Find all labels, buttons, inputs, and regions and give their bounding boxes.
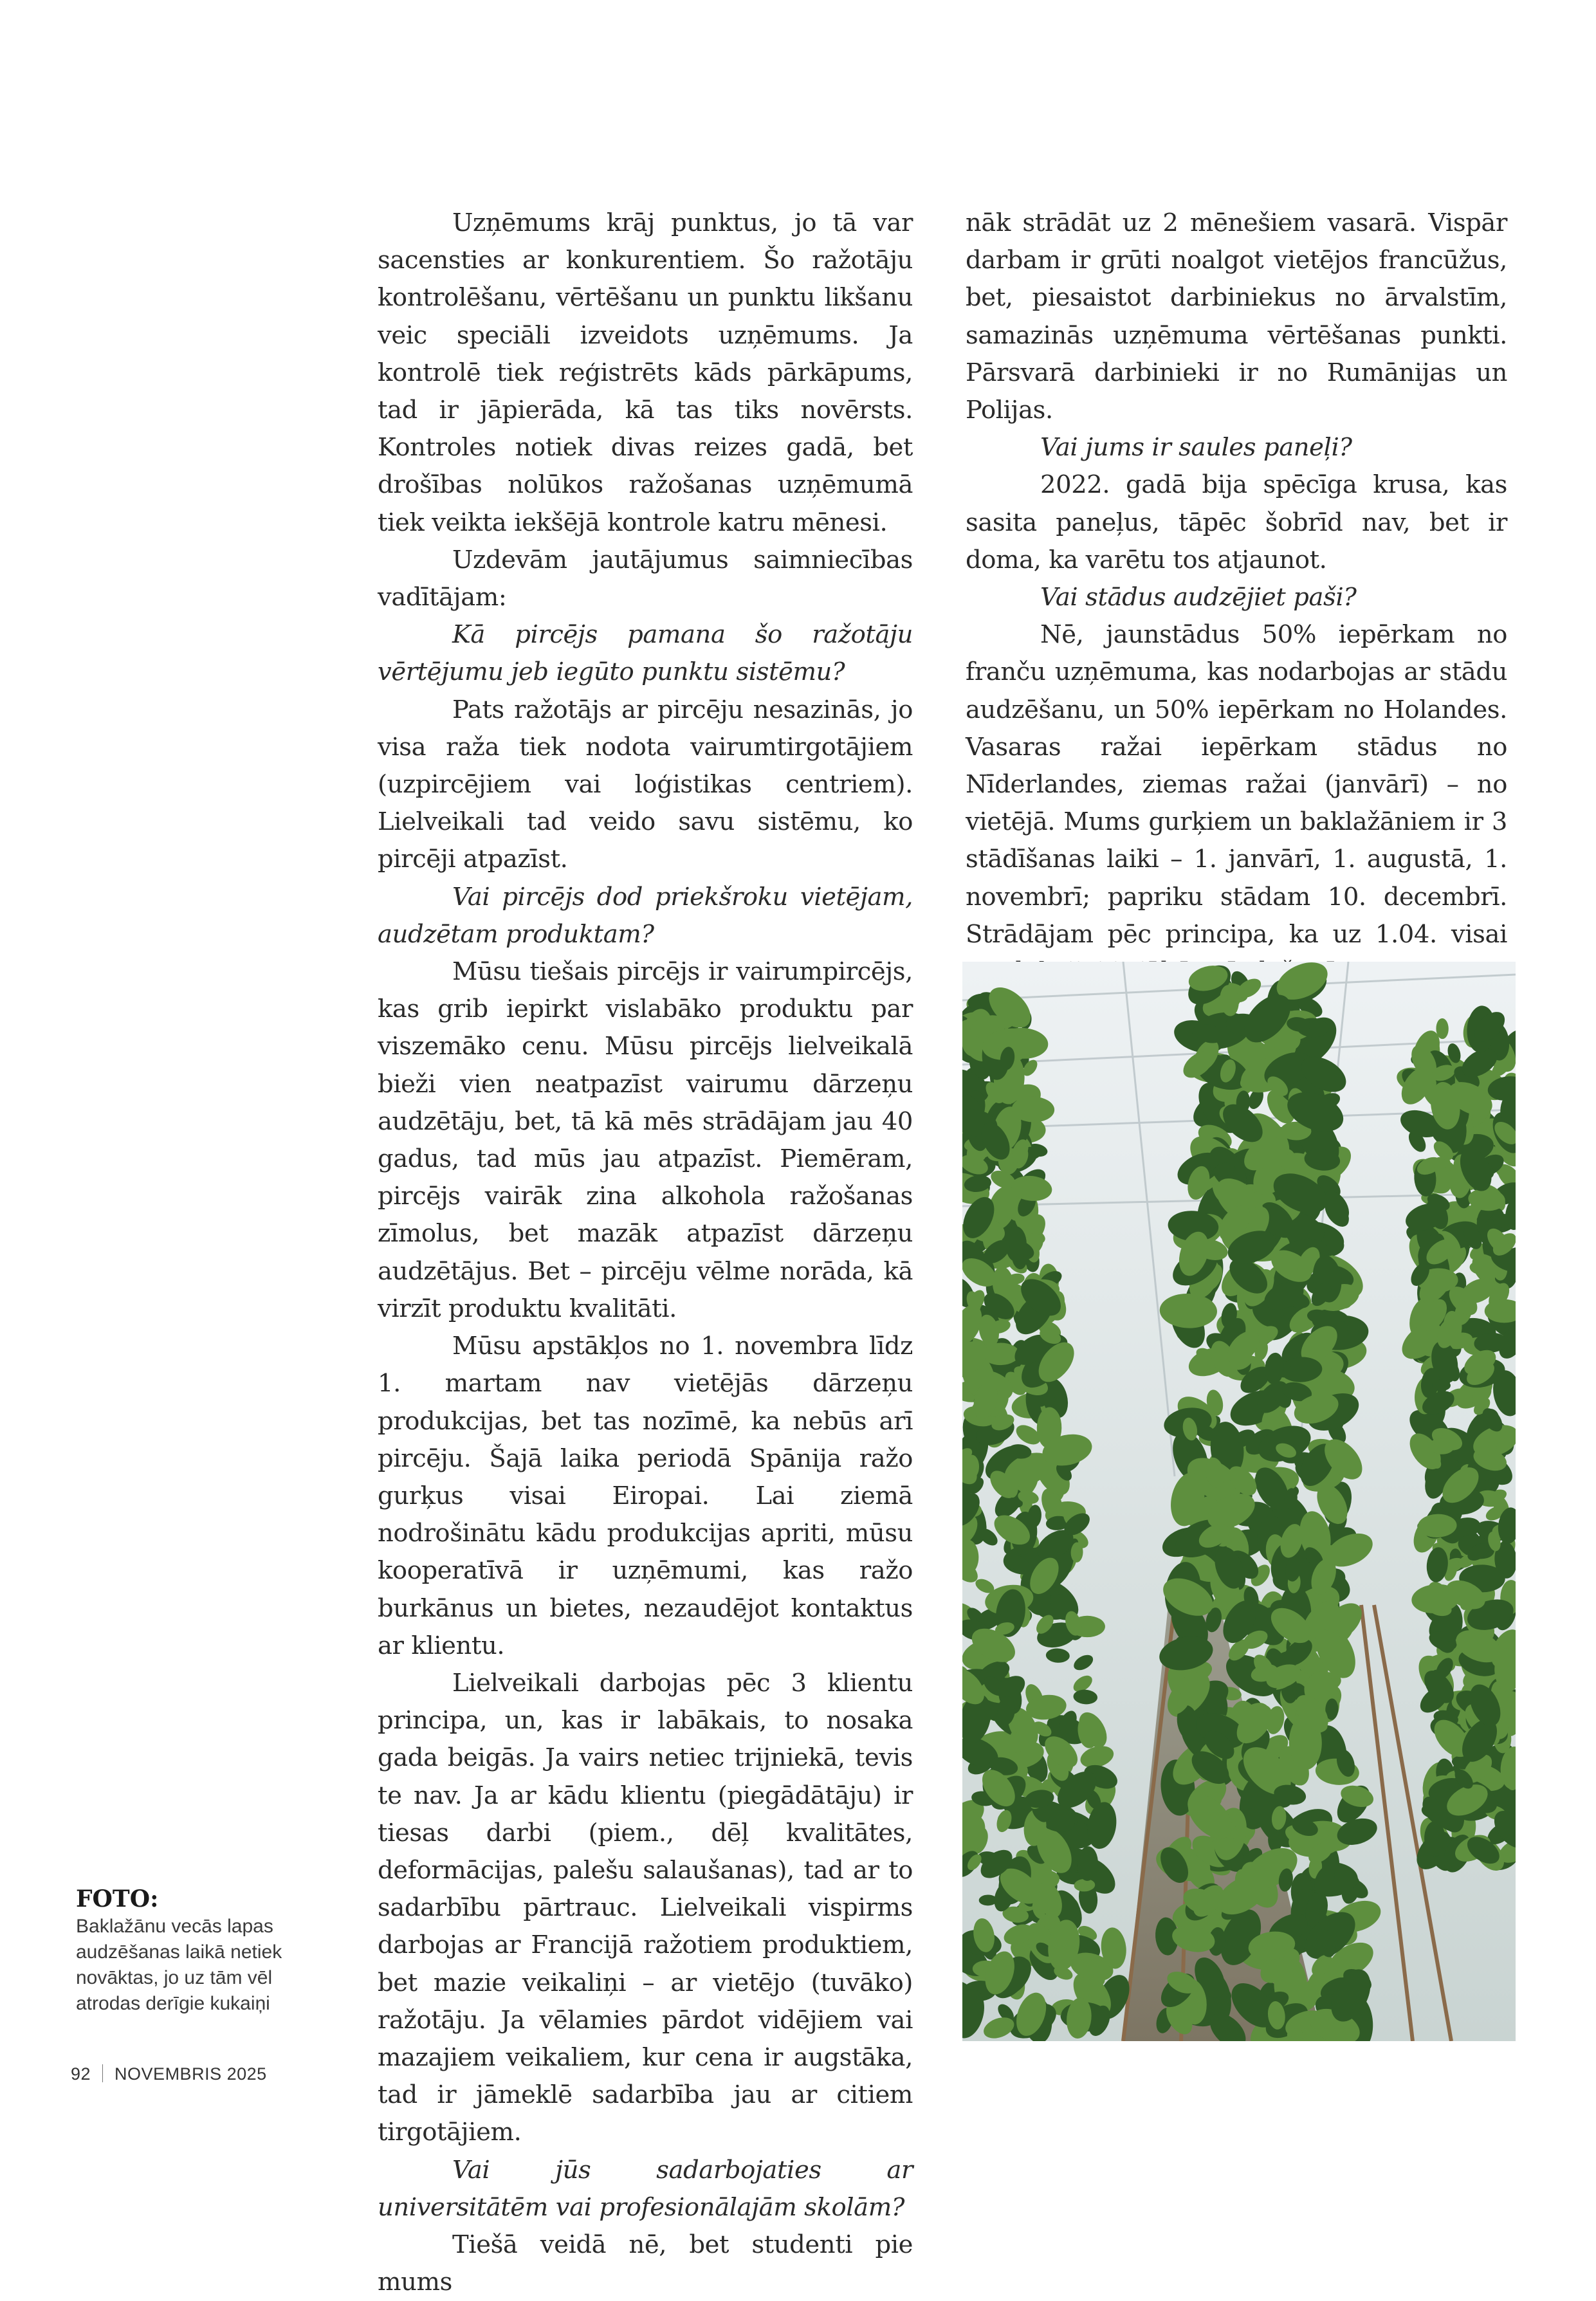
- page-footer: [71, 2064, 267, 2084]
- interview-question: Kā pircējs pamana šo ražotāju vērtējumu jeb iegūto punktu sistēmu?: [378, 620, 913, 687]
- article-paragraph: Mūsu tiešais pircējs ir vairumpircējs, kas grib iepirkt vislabāko produktu par viszemāko cenu. Mūsu pircējs lielveikalā bieži vien neatpazīst vairumu dārzeņu audzētāju, bet, tā kā mēs strādājam jau 40 gadus, tad mūs jau atpazīst. Piemēram, pircējs vairāk zina alkohola ražošanas zīmolus, bet mazāk atpazīst dārzeņu audzētājus. Bet – pircēju vēlme norāda, kā virzīt produktu kvalitāti.: [378, 957, 913, 1323]
- photo-caption: FOTO: Baklažānu vecās lapas audzēšanas laikā netiek novāktas, jo uz tām vēl atrodas derīgie kukaiņi: [76, 1885, 282, 2014]
- page-number: 92: [71, 2064, 91, 2084]
- article-paragraph: Uzdevām jautājumus saimniecības vadītājam:: [378, 545, 913, 612]
- article-paragraph: Uzņēmums krāj punktus, jo tā var sacensties ar konkurentiem. Šo ražotāju kontrolēšanu, vērtēšanu un punktu likšanu veic speciāli izveidots uzņēmums. Ja kontrolē tiek reģistrēts kāds pārkāpums, tad ir jāpierāda, kā tas tiks novērsts. Kontroles notiek divas reizes gadā, bet drošības nolūkos ražošanas uzņēmumā tiek veikta iekšējā kontrole katru mēnesi.: [378, 208, 913, 537]
- article-paragraph: Nē, jaunstādus 50% iepērkam no franču uzņēmuma, kas nodarbojas ar stādu audzēšanu, un 50% iepērkam no Holandes. Vasaras ražai iepērkam stādus no Nīderlandes, ziemas ražai (janvārī) – no vietējā. Mums gurķiem un baklažāniem ir 3 stādīšanas laiki – 1. janvārī, 1. augustā, 1. novembrī; papriku stādam 10. decembrī. Strādājam pēc principa, ka uz 1.04. visai: [966, 620, 1507, 949]
- article-column-right: [966, 205, 1507, 991]
- interview-question: Vai jums ir saules paneļi?: [1040, 433, 1352, 463]
- interview-question: Vai pircējs dod priekšroku vietējam, audzētam produktam?: [378, 882, 913, 949]
- caption-label: FOTO: [76, 1885, 151, 1912]
- article-paragraph: 2022. gadā bija spēcīga krusa, kas sasita paneļus, tāpēc šobrīd nav, bet ir doma, ka varētu tos atjaunot.: [966, 470, 1507, 574]
- greenhouse-eggplant-photo: [962, 962, 1516, 2041]
- interview-question: Vai jūs sadarbojaties ar universitātēm vai profesionālajām skolām?: [378, 2155, 913, 2222]
- article-paragraph: nāk strādāt uz 2 mēnešiem vasarā. Vispār darbam ir grūti noalgot vietējos francūžus, bet, piesaistot darbiniekus no ārvalstīm, samazinās uzņēmuma vērtēšanas punkti. Pārsvarā darbinieki ir no Rumānijas un Polijas.: [966, 208, 1507, 425]
- caption-text: Baklažānu vecās lapas audzēšanas laikā netiek novāktas, jo uz tām vēl atrodas derīgie kukaiņi: [76, 1916, 282, 2014]
- article-paragraph: Mūsu apstākļos no 1. novembra līdz 1. martam nav vietējās dārzeņu produkcijas, bet tas nozīmē, ka nebūs arī pircēju. Šajā laika periodā Spānija ražo gurķus visai Eiropai. Lai ziemā nodrošinātu kādu produkcijas apriti, mūsu kooperatīvā ir uzņēmumi, kas ražo burkānus un bietes, nezaudējot kontaktus ar klientu.: [378, 1332, 913, 1660]
- article-paragraph: Pats ražotājs ar pircēju nesazinās, jo visa raža tiek nodota vairumtirgotājiem (uzpircējiem vai loģistikas centriem). Lielveikali tad veido savu sistēmu, ko pircēji atpazīst.: [378, 695, 913, 874]
- issue-label: NOVEMBRIS 2025: [115, 2064, 267, 2084]
- article-paragraph: Lielveikali darbojas pēc 3 klientu principa, un, kas ir labākais, to nosaka gada beigās. Ja vairs netiec trijniekā, tevis te nav. Ja ar kādu klientu (piegādātāju) ir tiesas darbi (piem., dēļ kvalitātes, deformācijas, palešu salaušanas), tad ar to sadarbību pārtrauc. Lielveikali vispirms darbojas ar Francijā ražotiem produktiem, bet mazie veikaliņi – ar vietējo (tuvāko) ražotāju. Ja vēlamies pārdot vidējiem vai mazajiem veikaliem, kur cena ir augstāka, tad ir jāmeklē sadarbība jau ar citiem tirgotājiem.: [378, 1668, 913, 2147]
- article-paragraph: Tiešā veidā nē, bet studenti pie mums: [378, 2230, 913, 2297]
- footer-divider: [102, 2064, 103, 2082]
- article-column-left: [378, 205, 913, 2301]
- leaf: [1007, 1479, 1018, 1498]
- leaf: [965, 1455, 979, 1478]
- interview-question: Vai stādus audzējiet paši?: [1040, 583, 1357, 612]
